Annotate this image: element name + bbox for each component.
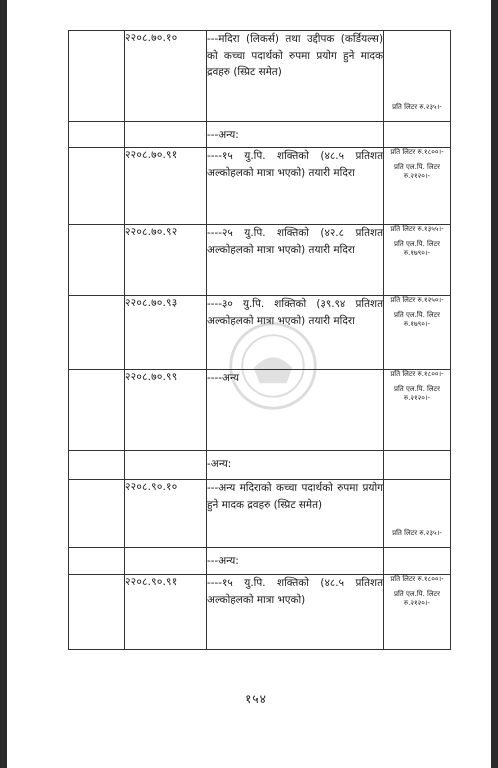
table-row: [69, 296, 451, 370]
table-row: [69, 148, 451, 225]
hs-code-cell: २२०८.७०.९१: [125, 148, 207, 225]
blank-cell: [69, 225, 125, 296]
duty-rate-cell: प्रति लिटर रु.१८००।- प्रति एल.पि. लिटर रु.२१२०।-: [384, 370, 451, 451]
description-cell: ---अन्य मदिराको कच्चा पदार्थको रुपमा प्रयोग हुने मादक द्रवहरु (स्प्रिट समेत): [207, 480, 384, 548]
description-cell: ---मदिरा (लिकर्स) तथा उद्दीपक (कर्डियल्स) को कच्चा पदार्थको रुपमा प्रयोग हुने मादक द्रवहरु (स्प्रिट समेत): [207, 31, 384, 122]
tariff-table: [68, 30, 451, 650]
blank-cell: [69, 122, 125, 148]
blank-cell: [69, 480, 125, 548]
blank-cell: [69, 296, 125, 370]
document-page: [7, 0, 491, 768]
hs-code-cell: २२०८.७०.९३: [125, 296, 207, 370]
blank-cell: [69, 31, 125, 122]
duty-rate-cell: प्रति लिटर रु.१८००।- प्रति एल.पि. लिटर रु.२१२०।-: [384, 148, 451, 225]
right-window-edge: [491, 0, 498, 768]
duty-rate-cell: प्रति लिटर रु.१३५५।- प्रति एल.पि. लिटर रु.१७९०।-: [384, 225, 451, 296]
hs-code-cell: [125, 451, 207, 480]
hs-code-cell: २२०८.९०.१०: [125, 480, 207, 548]
duty-rate-cell: प्रति लिटर रु.२३५।-: [384, 31, 451, 122]
table-row: [69, 575, 451, 650]
description-cell: -अन्य:: [207, 451, 384, 480]
blank-cell: [69, 451, 125, 480]
duty-rate-cell: प्रति लिटर रु.२३५।-: [384, 480, 451, 548]
duty-rate-cell: प्रति लिटर रु.१८००।- प्रति एल.पि. लिटर रु.२१२०।-: [384, 575, 451, 650]
blank-cell: [69, 370, 125, 451]
table-row: [69, 370, 451, 451]
blank-cell: [69, 575, 125, 650]
table-row: [69, 122, 451, 148]
description-cell: ----२५ यु.पि. शक्तिको (४२.८ प्रतिशत अल्कोहलको मात्रा भएको) तयारी मदिरा: [207, 225, 384, 296]
blank-cell: [69, 148, 125, 225]
description-cell: ----१५ यु.पि. शक्तिको (४८.५ प्रतिशत अल्कोहलको मात्रा भएको) तयारी मदिरा: [207, 148, 384, 225]
duty-rate-cell: [384, 122, 451, 148]
table-row: [69, 548, 451, 575]
description-cell: ----अन्य: [207, 370, 384, 451]
left-window-edge: [0, 0, 7, 768]
table-row: [69, 225, 451, 296]
hs-code-cell: २२०८.७०.१०: [125, 31, 207, 122]
hs-code-cell: [125, 548, 207, 575]
duty-rate-cell: [384, 548, 451, 575]
hs-code-cell: २२०८.९०.९१: [125, 575, 207, 650]
hs-code-cell: २२०८.७०.९२: [125, 225, 207, 296]
hs-code-cell: [125, 122, 207, 148]
description-cell: ---अन्य:: [207, 548, 384, 575]
description-cell: ----१५ यु.पि. शक्तिको (४८.५ प्रतिशत अल्कोहलको मात्रा भएको): [207, 575, 384, 650]
duty-rate-cell: प्रति लिटर रु.१२५०।- प्रति एल.पि. लिटर रु.१७९०।-: [384, 296, 451, 370]
hs-code-cell: २२०८.७०.९९: [125, 370, 207, 451]
table-row: [69, 480, 451, 548]
table-row: [69, 451, 451, 480]
page-number: १५४: [245, 692, 267, 706]
description-cell: ---अन्य:: [207, 122, 384, 148]
duty-rate-cell: [384, 451, 451, 480]
blank-cell: [69, 548, 125, 575]
description-cell: ----३० यु.पि. शक्तिको (३९.९४ प्रतिशत अल्कोहलको मात्रा भएको) तयारी मदिरा: [207, 296, 384, 370]
table-row: [69, 31, 451, 122]
